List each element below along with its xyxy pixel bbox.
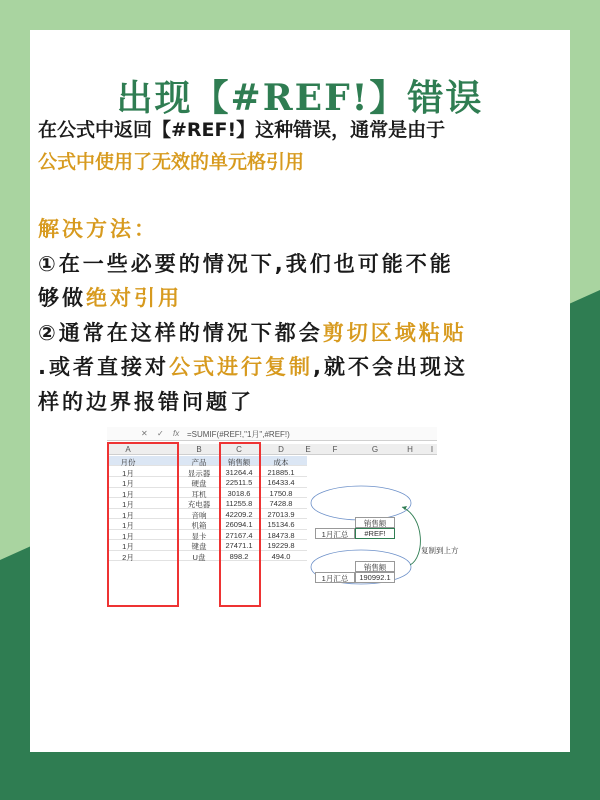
header-sales: 销售额	[227, 457, 251, 467]
header-cost: 成本	[273, 457, 289, 467]
red-highlight-column-a	[107, 442, 179, 607]
page-title: 出现【#REF!】错误	[116, 77, 484, 119]
solution-item-2-highlight-2: 公式进行复制	[168, 355, 313, 379]
intro-line-2: 公式中使用了无效的单元格引用	[38, 151, 305, 173]
table-cell: 494.0	[271, 551, 291, 561]
solution-item-2-suffix: ,就不会出现这	[312, 355, 468, 379]
table-cell: 19229.8	[267, 541, 295, 550]
confirm-icon: ✓	[157, 429, 164, 438]
copy-note: 复制到上方	[421, 546, 459, 555]
formula-bar	[107, 427, 437, 441]
table-cell: 显示器	[187, 468, 211, 478]
solution-heading: 解决方法：	[38, 217, 158, 241]
solution-item-2-line-2	[38, 350, 563, 385]
table-cell: 11255.8	[225, 499, 253, 508]
solution-item-2-line-1	[38, 316, 563, 351]
table-cell: 机箱	[191, 521, 207, 530]
solution-item-1-cont: 够做	[38, 286, 86, 310]
solution-item-1-line-2	[38, 281, 563, 316]
table-cell: 硬盘	[191, 479, 207, 488]
table-cell: 16433.4	[267, 478, 295, 487]
col-f: F	[332, 445, 338, 454]
formula-text: =SUMIF(#REF!,"1月",#REF!)	[187, 430, 290, 439]
table-cell: 27167.4	[225, 530, 253, 540]
cancel-icon: ✕	[141, 429, 148, 438]
table-cell: 3018.6	[227, 488, 251, 498]
table-cell: 42209.2	[225, 509, 253, 519]
col-b: B	[196, 445, 202, 454]
intro-line-1: 在公式中返回【#REF!】这种错误，通常是由于	[38, 119, 446, 141]
intro-paragraph	[38, 114, 563, 178]
table-cell: 1月	[122, 489, 134, 499]
table-cell: 耳机	[191, 489, 207, 499]
table-cell: 22511.5	[225, 478, 253, 487]
solution-section	[38, 212, 563, 419]
summary-top-header: 销售额	[355, 517, 395, 528]
summary-bottom-label: 1月汇总	[315, 572, 355, 583]
table-cell: 充电器	[187, 500, 211, 509]
table-cell: 1月	[122, 531, 134, 541]
table-cell: 1月	[122, 479, 134, 488]
table-cell: 31264.4	[225, 467, 253, 477]
summary-top-label: 1月汇总	[315, 528, 355, 539]
table-cell: 18473.8	[267, 530, 295, 540]
header-product: 产品	[191, 457, 207, 467]
content-card	[30, 30, 570, 752]
col-d: D	[278, 445, 284, 454]
table-cell: 15134.6	[267, 520, 295, 529]
summary-bottom-header: 销售额	[355, 561, 395, 572]
table-cell: 显卡	[191, 531, 207, 541]
col-a: A	[125, 445, 131, 454]
table-cell: U盘	[192, 552, 206, 562]
solution-item-2-highlight-1: 剪切区域粘贴	[322, 320, 467, 345]
table-cell: 26094.1	[225, 520, 253, 529]
solution-item-2-prefix: ②通常在这样的情况下都会	[38, 320, 323, 345]
col-e: E	[305, 445, 311, 454]
summary-bottom-value: 190992.1	[355, 572, 395, 583]
table-cell: 1月	[122, 521, 134, 530]
solution-item-2-mid: .或者直接对	[38, 355, 169, 379]
table-cell: 1750.8	[269, 488, 293, 498]
table-cell: 27013.9	[267, 509, 295, 519]
col-i: I	[430, 445, 434, 454]
table-cell: 2月	[122, 552, 134, 562]
header-month: 月份	[120, 457, 136, 467]
solution-item-1-line-1: ①在一些必要的情况下,我们也可能不能	[38, 251, 454, 276]
col-g: G	[371, 445, 379, 454]
table-cell: 键盘	[191, 542, 207, 551]
solution-item-2-line-3: 样的边界报错问题了	[38, 389, 254, 414]
col-h: H	[407, 445, 413, 454]
table-cell: 1月	[122, 542, 134, 551]
table-cell: 27471.1	[225, 541, 253, 550]
table-cell: 1月	[122, 500, 134, 509]
function-icon: fx	[173, 429, 180, 438]
table-cell: 1月	[122, 510, 134, 520]
table-cell: 音响	[191, 510, 207, 520]
summary-top-value: #REF!	[355, 528, 395, 539]
spreadsheet-screenshot	[107, 427, 459, 607]
table-cell: 898.2	[229, 551, 249, 561]
solution-item-1-highlight: 绝对引用	[86, 286, 182, 310]
table-cell: 21885.1	[267, 467, 295, 477]
col-c: C	[236, 445, 242, 454]
table-cell: 7428.8	[269, 499, 293, 508]
table-cell: 1月	[122, 468, 134, 478]
red-highlight-column-c	[219, 442, 261, 607]
